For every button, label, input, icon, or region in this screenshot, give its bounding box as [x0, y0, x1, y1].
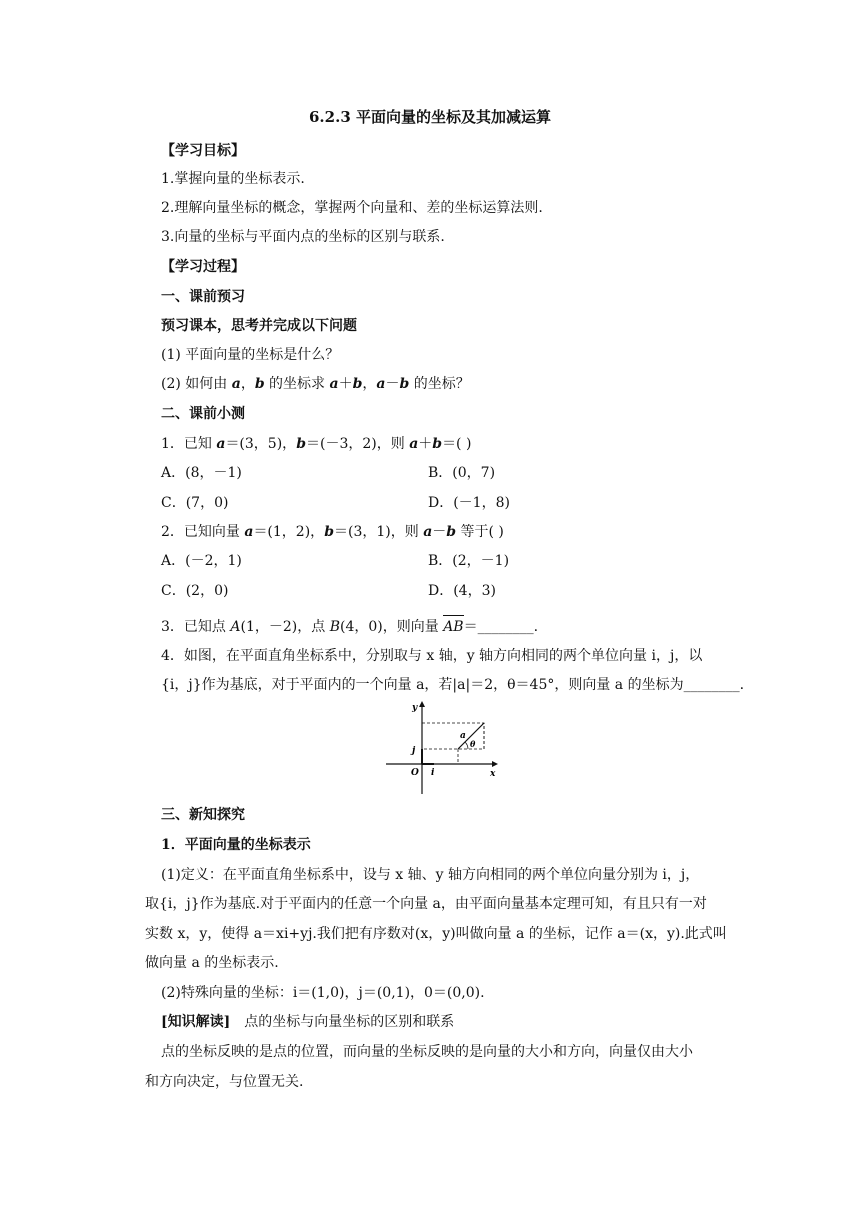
note-tag: [知识解读]	[161, 1014, 231, 1030]
note-title: 点的坐标与向量坐标的区别和联系	[244, 1014, 455, 1030]
preview-heading: 一、课前预习	[161, 289, 245, 305]
coordinate-figure	[384, 698, 504, 798]
note-line	[161, 1013, 454, 1031]
option-d: D．(4，3)	[428, 583, 496, 599]
quiz-problem-4-line-1: 4．如图，在平面直角坐标系中，分别取与 x 轴，y 轴方向相同的两个单位向量 i，j，以	[161, 648, 703, 664]
special-vectors: (2)特殊向量的坐标：i＝(1,0)，j＝(0,1)，0＝(0,0).	[161, 985, 485, 1001]
vector-ab: AB	[443, 619, 464, 635]
a-label: a	[460, 731, 466, 741]
preview-subheading: 预习课本，思考并完成以下问题	[161, 318, 357, 334]
note-body: 和方向决定，与位置无关.	[145, 1074, 304, 1090]
option-c: C．(7，0)	[161, 495, 229, 511]
theta-label: θ	[470, 739, 476, 749]
origin-label: O	[411, 768, 419, 778]
option-b: B．(0，7)	[428, 465, 496, 481]
objective-item: 2.理解向量坐标的概念，掌握两个向量和、差的坐标运算法则.	[161, 200, 543, 216]
option-c: C．(2，0)	[161, 583, 229, 599]
objective-item: 1.掌握向量的坐标表示.	[161, 171, 305, 187]
j-label: j	[412, 746, 416, 756]
option-b: B．(2，－1)	[428, 553, 510, 569]
option-a: A．(－2，1)	[161, 553, 242, 569]
note-body: 点的坐标反映的是点的位置，而向量的坐标反映的是向量的大小和方向，向量仅由大小	[161, 1044, 693, 1060]
quiz-problem-1: 1．已知 a＝(3，5)，b＝(－3，2)，则 a＋b＝( )	[161, 436, 472, 452]
quiz-heading: 二、课前小测	[161, 406, 245, 422]
explore-heading: 三、新知探究	[161, 807, 245, 823]
definition-line: 实数 x，y，使得 a＝xi+yj.我们把有序数对(x，y)叫做向量 a 的坐标，记作 a＝(x，y).此式叫	[145, 926, 727, 942]
page-title: 6.2.3 平面向量的坐标及其加减运算	[309, 108, 551, 126]
quiz-problem-3: 3．已知点 A(1，－2)，点 B(4，0)，则向量 AB＝________.	[161, 616, 538, 636]
definition-line: 取{i，j}作为基底.对于平面内的任意一个向量 a，由平面向量基本定理可知，有且只有一对	[145, 896, 707, 912]
theta-arc	[465, 742, 468, 749]
process-heading: 【学习过程】	[161, 259, 245, 275]
quiz-problem-4-line-2: {i，j}作为基底，对于平面内的一个向量 a，若|a|＝2，θ＝45°，则向量 a 的坐标为________.	[161, 677, 745, 693]
quiz-problem-2: 2．已知向量 a＝(1，2)，b＝(3，1)，则 a－b 等于( )	[161, 524, 504, 540]
x-axis-arrow	[492, 761, 498, 767]
x-label: x	[490, 769, 496, 779]
i-label: i	[431, 768, 435, 778]
preview-question-2: (2) 如何由 a，b 的坐标求 a＋b，a－b 的坐标？	[161, 376, 470, 392]
option-a: A．(8，－1)	[161, 465, 242, 481]
explore-subheading: 1．平面向量的坐标表示	[161, 837, 311, 853]
preview-question-1: (1) 平面向量的坐标是什么？	[161, 347, 340, 363]
y-label: y	[412, 703, 418, 713]
objective-item: 3.向量的坐标与平面内点的坐标的区别与联系.	[161, 229, 445, 245]
option-d: D．(－1，8)	[428, 495, 510, 511]
y-axis-arrow	[419, 701, 425, 707]
objectives-heading: 【学习目标】	[161, 143, 245, 159]
definition-line: 做向量 a 的坐标表示.	[145, 955, 279, 971]
definition-line: (1)定义：在平面直角坐标系中，设与 x 轴、y 轴方向相同的两个单位向量分别为 i，j，	[161, 867, 700, 883]
